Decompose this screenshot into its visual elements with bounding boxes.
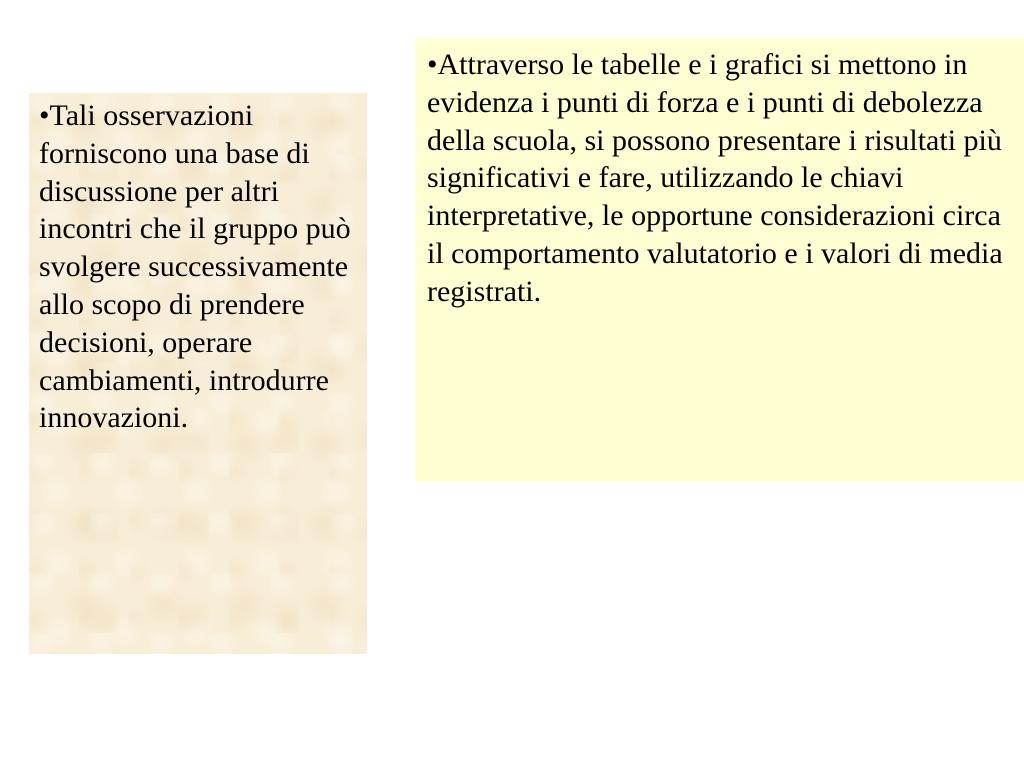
right-text-box xyxy=(415,38,1024,482)
left-text-box xyxy=(29,93,367,654)
right-bullet-text: •Attraverso le tabelle e i grafici si mettono in evidenza i punti di forza e i punti di debolezza della scuola, si possono presentare i risultati più significativi e fare, utilizzando le chiavi interpretative, le opportune considerazioni circa il comportamento valutatorio e i valori di media registrati. xyxy=(427,48,1003,308)
left-bullet-text: •Tali osservazioni forniscono una base di discussione per altri incontri che il gruppo può svolgere successivamente allo scopo di prendere decisioni, operare cambiamenti, introdurre innovazioni. xyxy=(39,99,351,435)
